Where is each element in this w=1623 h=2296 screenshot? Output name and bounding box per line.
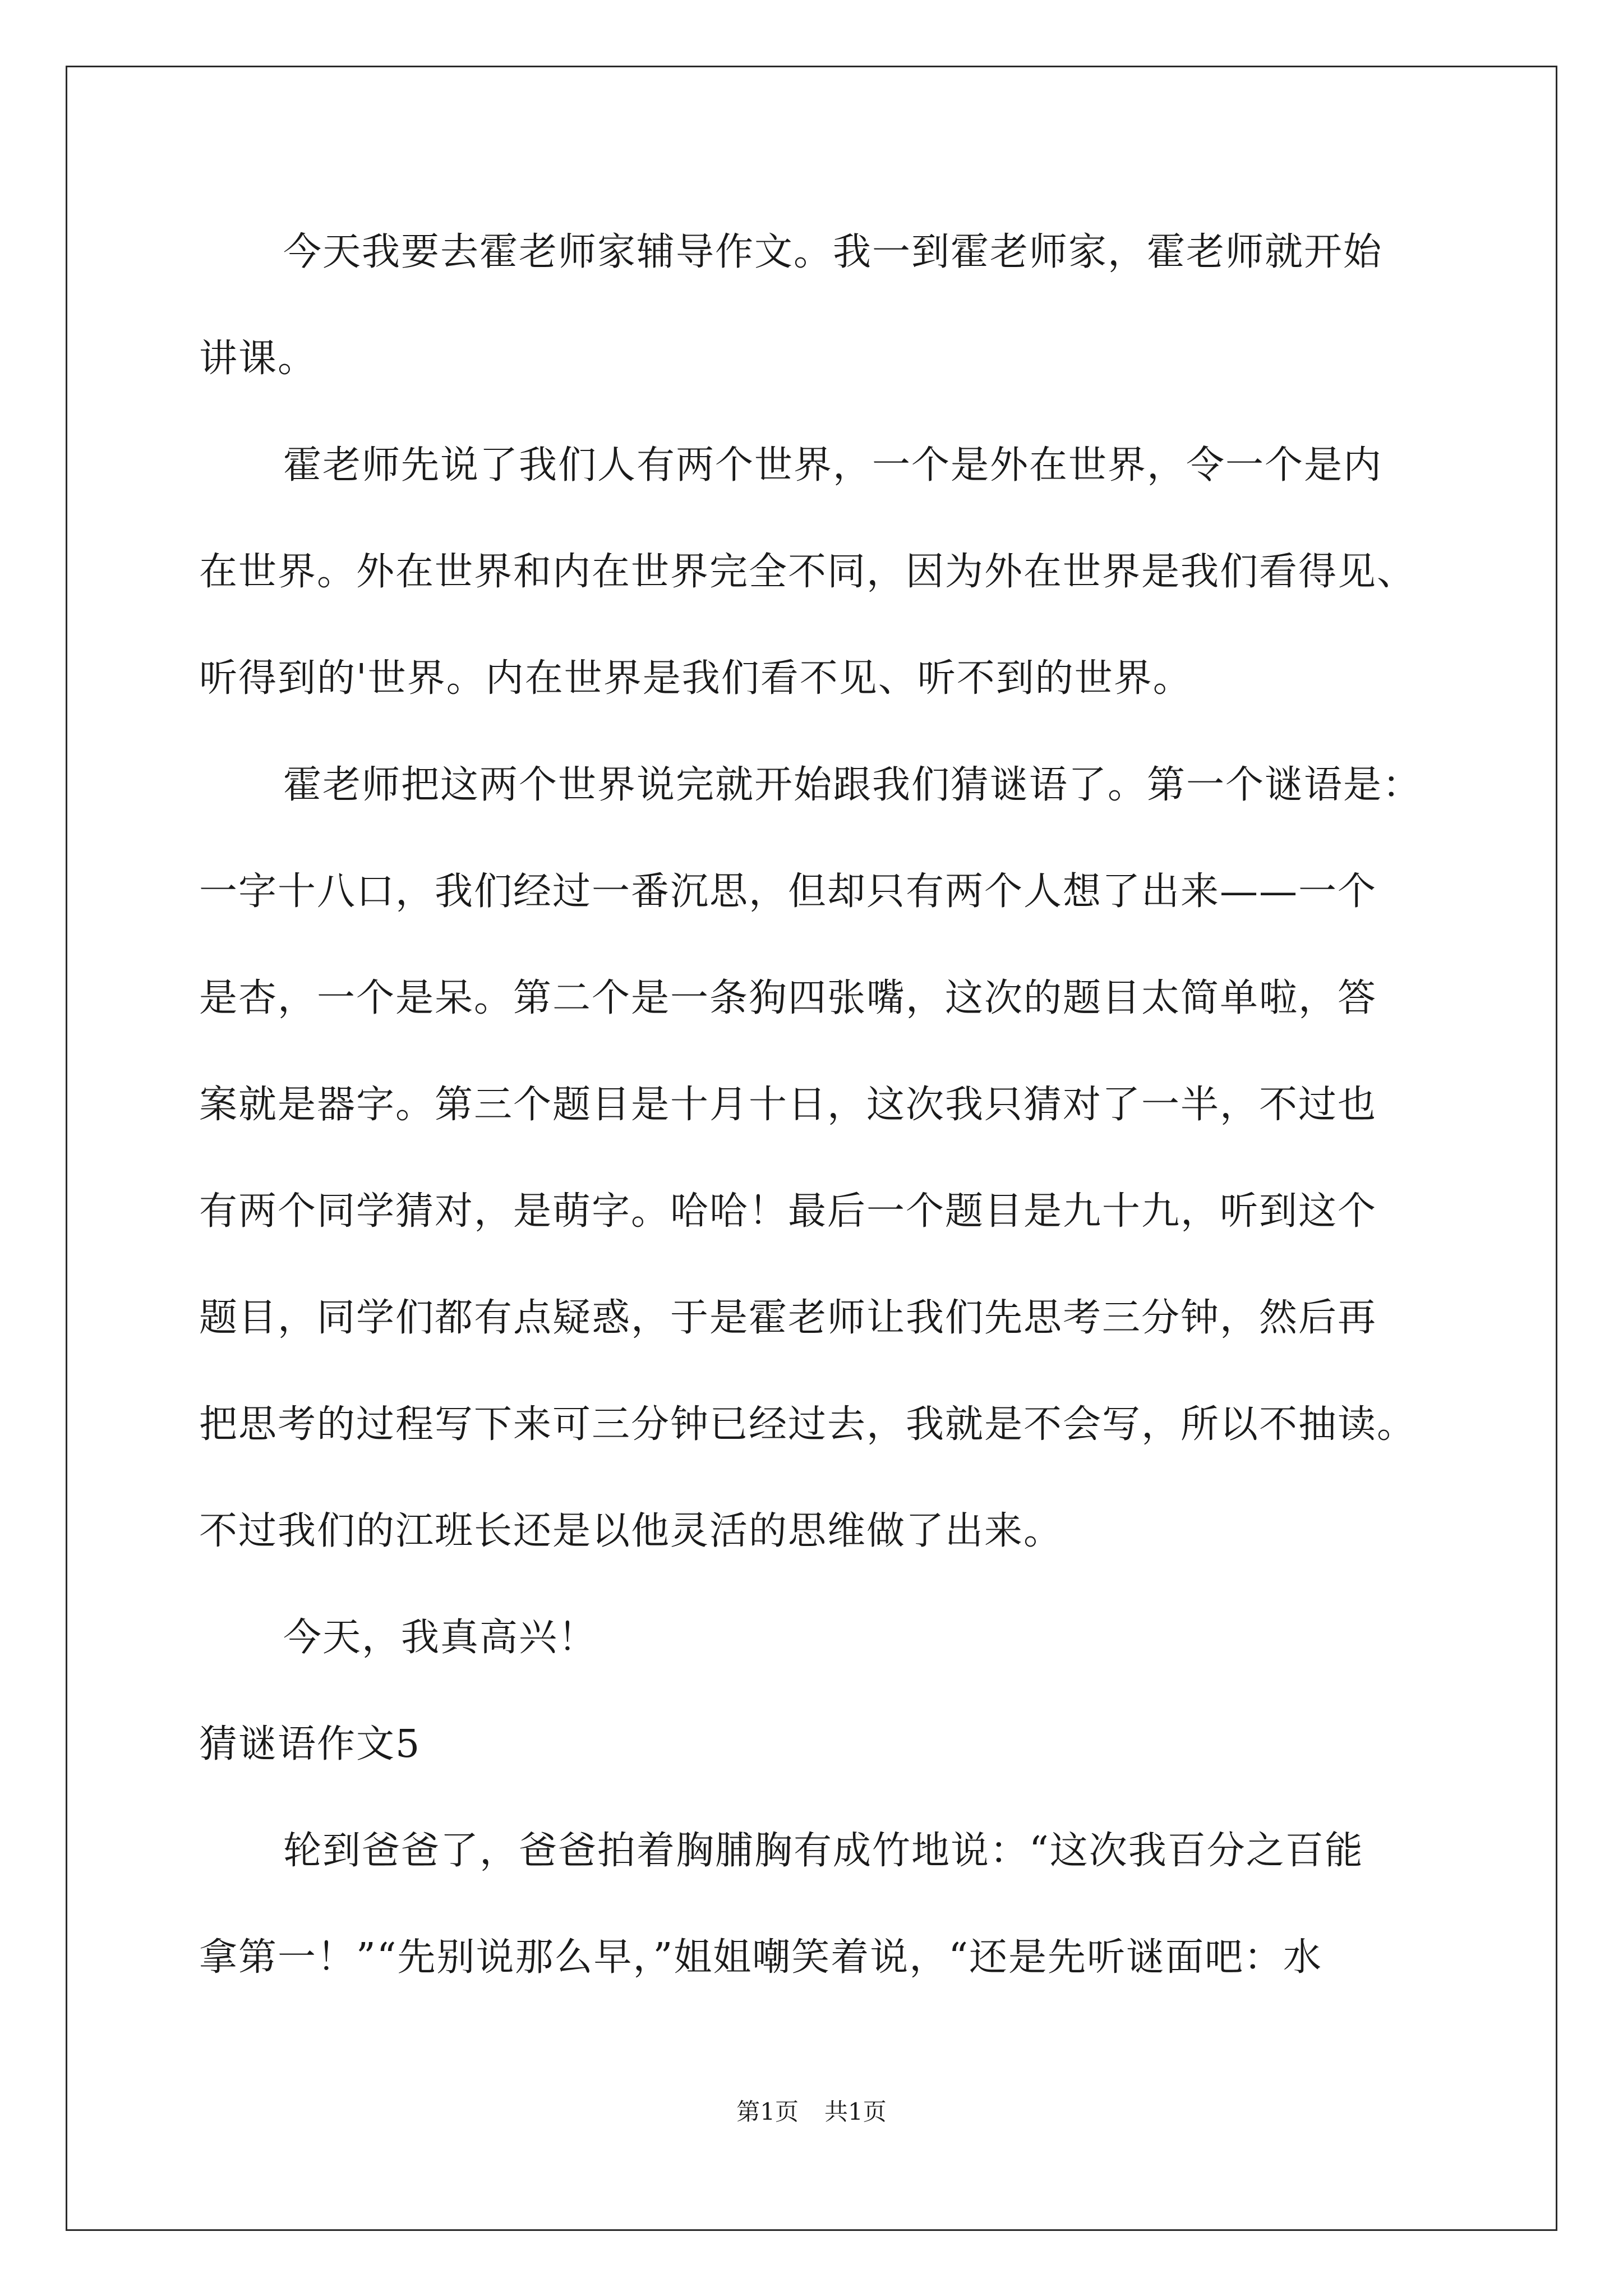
text-line: 不过我们的江班长还是以他灵活的思维做了出来。 [199, 1509, 1063, 1553]
text-line: 题目，同学们都有点疑惑，于是霍老师让我们先思考三分钟，然后再 [199, 1296, 1377, 1340]
text-line: 把思考的过程写下来可三分钟已经过去，我就是不会写，所以不抽读。 [199, 1402, 1417, 1447]
text-line: 案就是器字。第三个题目是十月十日，这次我只猜对了一半，不过也 [199, 1083, 1377, 1127]
page-total: 共1页 [824, 2098, 887, 2125]
text-line: 是杏，一个是呆。第二个是一条狗四张嘴，这次的题目太简单啦，答 [199, 976, 1377, 1020]
text-line: 轮到爸爸了，爸爸拍着胸脯胸有成竹地说：“这次我百分之百能 [283, 1829, 1364, 1873]
text-line: 今天我要去霍老师家辅导作文。我一到霍老师家，霍老师就开始 [283, 230, 1383, 274]
page-number: 第1页 [736, 2098, 799, 2125]
text-line: 拿第一！”“先别说那么早，”姐姐嘲笑着说，“还是先听谜面吧：水 [199, 1935, 1323, 1980]
text-line: 讲课。 [199, 337, 317, 381]
page-footer [0, 2095, 1623, 2129]
text-line: 在世界。外在世界和内在世界完全不同，因为外在世界是我们看得见、 [199, 550, 1417, 594]
text-line: 一字十八口，我们经过一番沉思，但却只有两个人想了出来——一个 [199, 869, 1377, 914]
text-line: 霍老师先说了我们人有两个世界，一个是外在世界，令一个是内 [283, 443, 1383, 487]
document-body [199, 210, 1450, 2022]
text-line: 今天，我真高兴！ [283, 1616, 598, 1660]
text-line: 听得到的'世界。内在世界是我们看不见、听不到的世界。 [199, 656, 1192, 701]
section-heading: 猜谜语作文5 [199, 1722, 421, 1766]
text-line: 霍老师把这两个世界说完就开始跟我们猜谜语了。第一个谜语是： [283, 763, 1422, 807]
text-line: 有两个同学猜对，是萌字。哈哈！最后一个题目是九十九，听到这个 [199, 1189, 1377, 1234]
